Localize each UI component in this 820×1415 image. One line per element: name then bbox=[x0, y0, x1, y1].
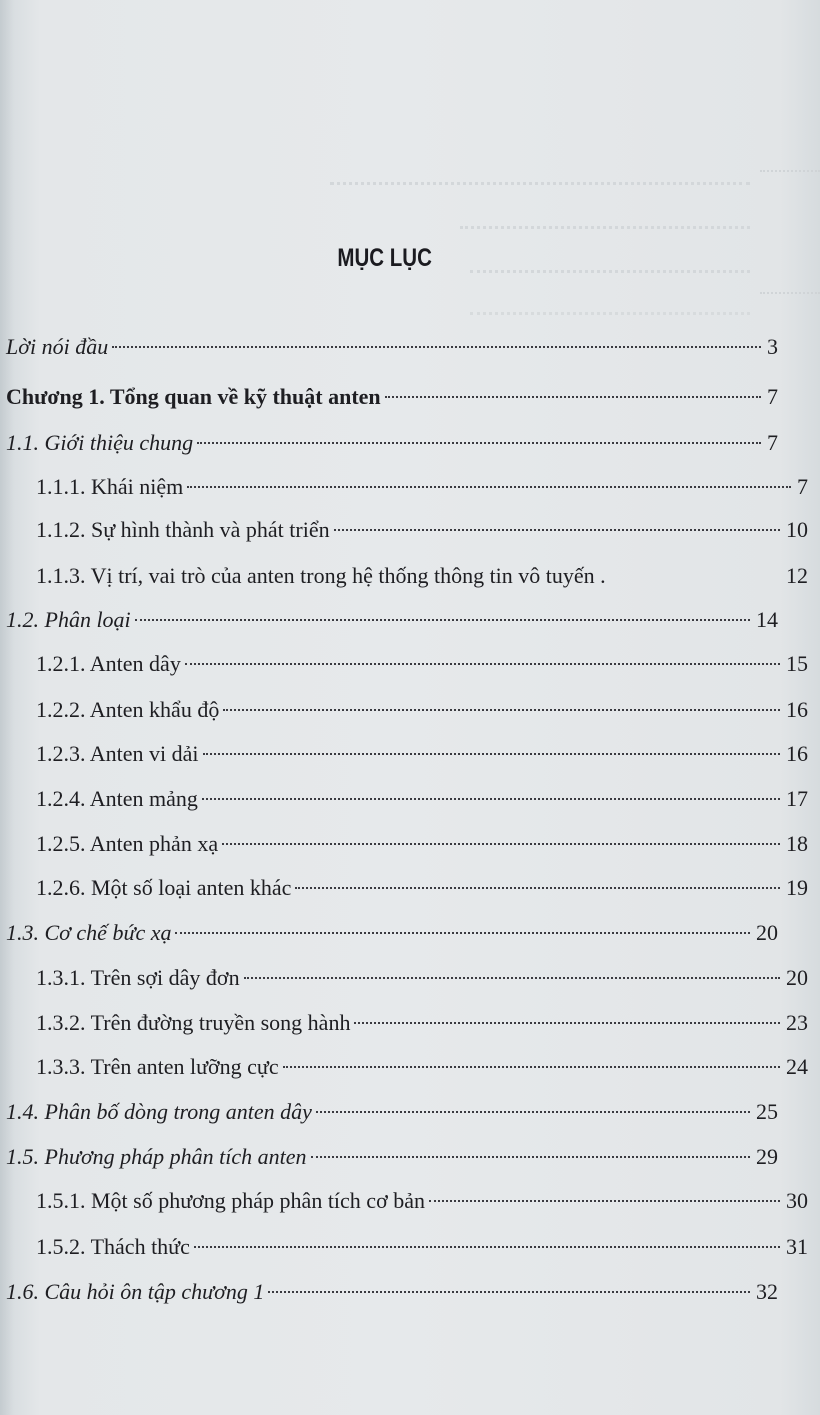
page-title: MỤC LỤC bbox=[337, 244, 432, 272]
toc-entry-page: 10 bbox=[786, 517, 808, 542]
toc-entry-page: 32 bbox=[756, 1279, 778, 1304]
toc-dot-leader bbox=[202, 798, 780, 800]
toc-entry-label: Lời nói đầu bbox=[6, 334, 109, 359]
toc-entry-page: 16 bbox=[786, 697, 808, 722]
toc-entry-page: 12 bbox=[786, 563, 808, 588]
show-through-marks bbox=[330, 182, 750, 185]
toc-subsection-entry bbox=[0, 560, 808, 592]
toc-entry bbox=[0, 331, 778, 363]
toc-entry-page: 19 bbox=[786, 875, 808, 900]
toc-subsection-entry bbox=[0, 1231, 808, 1263]
toc-subsection-entry bbox=[0, 1051, 808, 1083]
toc-subsection-entry bbox=[0, 1185, 808, 1217]
show-through-marks bbox=[470, 312, 750, 315]
toc-entry-label: 1.2.1. Anten dây bbox=[36, 651, 181, 676]
toc-entry-label: 1.3.3. Trên anten lưỡng cực bbox=[36, 1054, 279, 1079]
toc-dot-leader bbox=[385, 396, 761, 398]
toc-entry-label: 1.1.3. Vị trí, vai trò của anten trong hệ thống thông tin vô tuyến . bbox=[36, 563, 606, 588]
toc-entry-page: 30 bbox=[786, 1188, 808, 1213]
toc-entry-page: 3 bbox=[767, 334, 778, 359]
toc-entry-page: 7 bbox=[767, 430, 778, 455]
toc-dot-leader bbox=[354, 1022, 780, 1024]
toc-dot-leader bbox=[112, 346, 761, 348]
toc-entry-page: 24 bbox=[786, 1054, 808, 1079]
toc-entry-label: 1.6. Câu hỏi ôn tập chương 1 bbox=[6, 1279, 265, 1304]
toc-entry-label: 1.1. Giới thiệu chung bbox=[6, 430, 194, 455]
toc-dot-leader bbox=[295, 887, 780, 889]
toc-entry-page: 17 bbox=[786, 786, 808, 811]
toc-subsection-entry bbox=[0, 962, 808, 994]
toc-subsection-entry bbox=[0, 828, 808, 860]
toc-entry-page: 20 bbox=[786, 965, 808, 990]
toc-dot-leader bbox=[197, 442, 761, 444]
toc-subsection-entry bbox=[0, 738, 808, 770]
toc-dot-leader bbox=[268, 1291, 750, 1293]
toc-entry-label: 1.4. Phân bố dòng trong anten dây bbox=[6, 1099, 312, 1124]
toc-entry-page: 20 bbox=[756, 920, 778, 945]
show-through-marks bbox=[760, 170, 820, 294]
toc-entry-label: 1.5.1. Một số phương pháp phân tích cơ bản bbox=[36, 1188, 425, 1213]
toc-subsection-entry bbox=[0, 872, 808, 904]
toc-entry-label: 1.1.2. Sự hình thành và phát triển bbox=[36, 517, 330, 542]
show-through-marks bbox=[460, 226, 750, 229]
toc-entry-page: 31 bbox=[786, 1234, 808, 1259]
toc-dot-leader bbox=[429, 1200, 780, 1202]
toc-dot-leader bbox=[283, 1066, 780, 1068]
toc-entry-label: 1.2.6. Một số loại anten khác bbox=[36, 875, 292, 900]
toc-entry-label: 1.2.5. Anten phản xạ bbox=[36, 831, 219, 856]
toc-dot-leader bbox=[316, 1111, 750, 1113]
toc-subsection-entry bbox=[0, 1007, 808, 1039]
toc-entry-page: 7 bbox=[797, 474, 808, 499]
toc-subsection-entry bbox=[0, 783, 808, 815]
toc-subsection-entry bbox=[0, 648, 808, 680]
toc-dot-leader bbox=[187, 486, 791, 488]
toc-entry-label: Chương 1. Tổng quan về kỹ thuật anten bbox=[6, 384, 381, 409]
toc-entry-page: 15 bbox=[786, 651, 808, 676]
toc-entry-label: 1.2.2. Anten khẩu độ bbox=[36, 697, 220, 722]
toc-entry-page: 23 bbox=[786, 1010, 808, 1035]
toc-entry-page: 16 bbox=[786, 741, 808, 766]
toc-entry-label: 1.5. Phương pháp phân tích anten bbox=[6, 1144, 307, 1169]
toc-entry-label: 1.3.2. Trên đường truyền song hành bbox=[36, 1010, 351, 1035]
toc-entry-page: 29 bbox=[756, 1144, 778, 1169]
toc-dot-leader bbox=[203, 753, 780, 755]
toc-dot-leader bbox=[334, 529, 780, 531]
toc-section-entry bbox=[0, 604, 778, 636]
toc-section-entry bbox=[0, 1141, 778, 1173]
toc-dot-leader bbox=[244, 977, 780, 979]
toc-dot-leader bbox=[175, 932, 750, 934]
toc-entry-label: 1.2.3. Anten vi dải bbox=[36, 741, 199, 766]
toc-section-entry bbox=[0, 1276, 778, 1308]
toc-entry-label: 1.5.2. Thách thức bbox=[36, 1234, 190, 1259]
toc-section-entry bbox=[0, 917, 778, 949]
toc-dot-leader bbox=[223, 709, 780, 711]
toc-entry-label: 1.1.1. Khái niệm bbox=[36, 474, 184, 499]
toc-subsection-entry bbox=[0, 514, 808, 546]
toc-dot-leader bbox=[222, 843, 780, 845]
toc-section-entry bbox=[0, 1096, 778, 1128]
toc-entry-label: 1.2. Phân loại bbox=[6, 607, 131, 632]
toc-subsection-entry bbox=[0, 694, 808, 726]
toc-subsection-entry bbox=[0, 471, 808, 503]
toc-section-entry bbox=[0, 427, 778, 459]
toc-dot-leader bbox=[311, 1156, 750, 1158]
toc-entry-label: 1.3.1. Trên sợi dây đơn bbox=[36, 965, 240, 990]
toc-entry-label: 1.3. Cơ chế bức xạ bbox=[6, 920, 172, 945]
toc-entry-page: 25 bbox=[756, 1099, 778, 1124]
toc-entry-label: 1.2.4. Anten mảng bbox=[36, 786, 198, 811]
toc-entry-page: 7 bbox=[767, 384, 778, 409]
toc-dot-leader bbox=[135, 619, 750, 621]
toc-entry-page: 14 bbox=[756, 607, 778, 632]
toc-dot-leader bbox=[194, 1246, 780, 1248]
toc-dot-leader bbox=[185, 663, 780, 665]
toc-entry-page: 18 bbox=[786, 831, 808, 856]
toc-chapter-entry bbox=[0, 381, 778, 413]
